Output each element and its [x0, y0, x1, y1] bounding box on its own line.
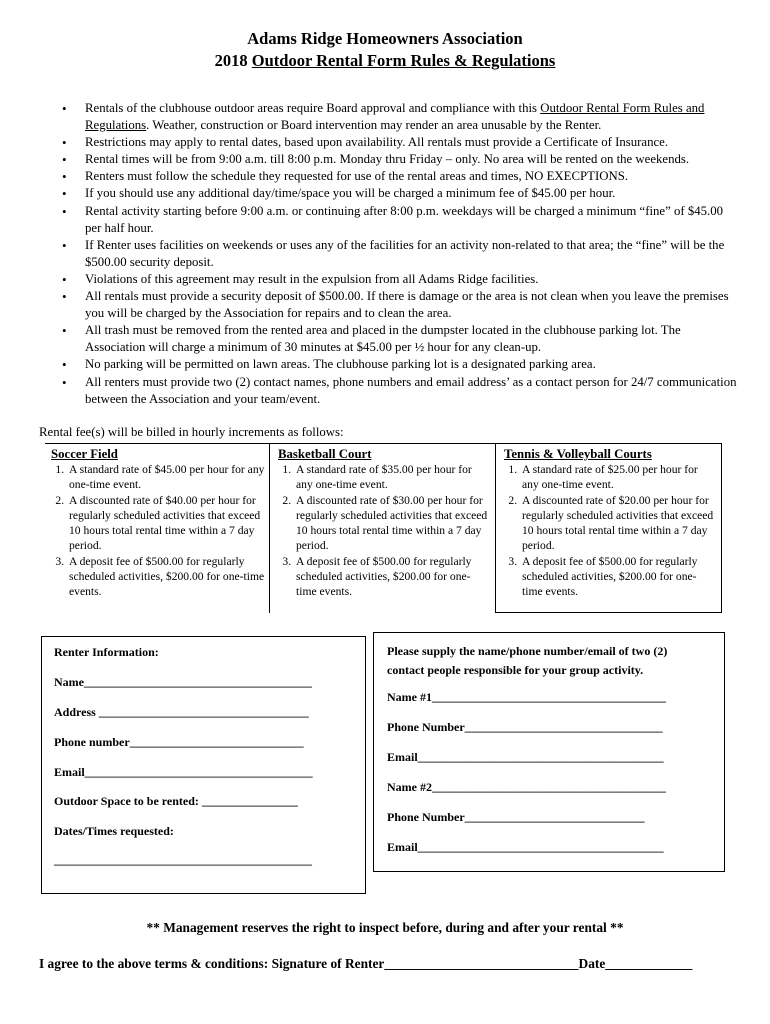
rule-item: • Violations of this agreement may result in the expulsion from all Adams Ridge facilities. — [62, 271, 742, 288]
rate-item: 2. A discounted rate of $40.00 per hour for regularly scheduled activities that exceed 10 hours total rental time within a 7 day period. — [67, 493, 265, 554]
court-title: Basketball Court — [278, 447, 372, 461]
contact-people-heading: Please supply the name/phone number/email of two (2) contact people responsible for your group activity. — [387, 644, 668, 677]
renter-phone-field[interactable]: Phone number_____________________________ — [54, 735, 304, 749]
rules-list — [62, 100, 742, 408]
form-year: 2018 — [214, 51, 252, 70]
rule-item: • Rental times will be from 9:00 a.m. till 8:00 p.m. Monday thru Friday – only. No area will be rented on the weekends. — [62, 151, 742, 168]
rule-item: • If you should use any additional day/time/space you will be charged a minimum fee of $45.00 per hour. — [62, 185, 742, 202]
contact1-email-field[interactable]: Email_________________________________________ — [387, 750, 664, 764]
contact2-email-field[interactable]: Email_________________________________________ — [387, 840, 664, 854]
rule-item: • Restrictions may apply to rental dates, based upon availability. All rentals must provide a Certificate of Insurance. — [62, 134, 742, 151]
fee-table-bottom-border — [495, 612, 722, 613]
renter-name-field[interactable]: Name______________________________________ — [54, 675, 312, 689]
form-title-underlined: Outdoor Rental Form Rules & Regulations — [251, 51, 556, 70]
contact1-phone-field[interactable]: Phone Number_________________________________ — [387, 720, 663, 734]
association-title: Adams Ridge Homeowners Association — [247, 29, 523, 48]
court-title: Soccer Field — [51, 447, 118, 461]
fee-column-divider — [495, 443, 496, 613]
tennis-volleyball-rates — [504, 446, 716, 600]
contact1-name-field[interactable]: Name #1_______________________________________ — [387, 690, 666, 704]
renter-address-field[interactable]: Address ___________________________________ — [54, 705, 309, 719]
rate-item: 2. A discounted rate of $20.00 per hour for regularly scheduled activities that exceed 10 hours total rental time within a 7 day period. — [520, 493, 716, 554]
rule-item: • Rentals of the clubhouse outdoor areas require Board approval and compliance with this Outdoor Rental Form Rules and Regulations. Weather, construction or Board intervention may render an area unusable by the Renter. — [62, 100, 742, 134]
renter-information-box — [41, 636, 366, 894]
court-title: Tennis & Volleyball Courts — [504, 447, 652, 461]
rate-item: 1. A standard rate of $45.00 per hour for any one-time event. — [67, 462, 265, 493]
rule-item: • If Renter uses facilities on weekends or uses any of the facilities for an activity non-related to that area; the “fine” will be the $500.00 security deposit. — [62, 237, 742, 271]
rule-item: • Renters must follow the schedule they requested for use of the rental areas and times, NO EXECPTIONS. — [62, 168, 742, 185]
contact-people-box — [373, 632, 725, 872]
renter-email-field[interactable]: Email______________________________________ — [54, 765, 313, 779]
renter-information-heading: Renter Information: — [54, 645, 159, 659]
rule-item: • No parking will be permitted on lawn areas. The clubhouse parking lot is a designated parking area. — [62, 356, 742, 373]
rule-item: • All rentals must provide a security deposit of $500.00. If there is damage or the area is not clean when you leave the premises you will be charged by the Association for repairs and to clean the area. — [62, 288, 742, 322]
rate-item: 3. A deposit fee of $500.00 for regularly scheduled activities, $200.00 for one-time events. — [67, 554, 265, 600]
outdoor-space-field[interactable]: Outdoor Space to be rented: ________________ — [54, 794, 298, 808]
rate-item: 2. A discounted rate of $30.00 per hour for regularly scheduled activities that exceed 10 hours total rental time within a 7 day period. — [294, 493, 490, 554]
rate-item: 3. A deposit fee of $500.00 for regularly scheduled activities, $200.00 for one-time events. — [520, 554, 716, 600]
fee-table-right-border — [721, 443, 722, 613]
fee-column-divider — [269, 443, 270, 613]
fees-intro: Rental fee(s) will be billed in hourly increments as follows: — [39, 425, 344, 439]
soccer-field-rates — [51, 446, 265, 600]
signature-line[interactable]: I agree to the above terms & conditions: Signature of Renter_____________________________Date_____________ — [39, 956, 693, 971]
rule-item: • All trash must be removed from the rented area and placed in the dumpster located in the clubhouse parking lot. The Association will charge a minimum of 30 minutes at $45.00 per ½ hour for any clean-up. — [62, 322, 742, 356]
management-note: ** Management reserves the right to inspect before, during and after your rental ** — [146, 920, 624, 935]
rate-item: 1. A standard rate of $35.00 per hour for any one-time event. — [294, 462, 490, 493]
dates-times-label: Dates/Times requested: — [54, 824, 174, 838]
rules-reference: Outdoor Rental Form Rules and Regulations — [85, 101, 705, 133]
rate-item: 3. A deposit fee of $500.00 for regularly scheduled activities, $200.00 for one-time events. — [294, 554, 490, 600]
fee-table-top-border — [45, 443, 722, 444]
rate-item: 1. A standard rate of $25.00 per hour for any one-time event. — [520, 462, 716, 493]
basketball-court-rates — [278, 446, 490, 600]
form-title — [0, 51, 770, 71]
contact2-name-field[interactable]: Name #2_______________________________________ — [387, 780, 666, 794]
rule-item: • Rental activity starting before 9:00 a.m. or continuing after 8:00 p.m. weekdays will be charged a minimum “fine” of $45.00 per half hour. — [62, 203, 742, 237]
contact2-phone-field[interactable]: Phone Number______________________________ — [387, 810, 645, 824]
rule-item: • All renters must provide two (2) contact names, phone numbers and email address’ as a contact person for 24/7 communication between the Association and your team/event. — [62, 374, 742, 408]
dates-times-field[interactable]: ___________________________________________ — [54, 853, 312, 867]
